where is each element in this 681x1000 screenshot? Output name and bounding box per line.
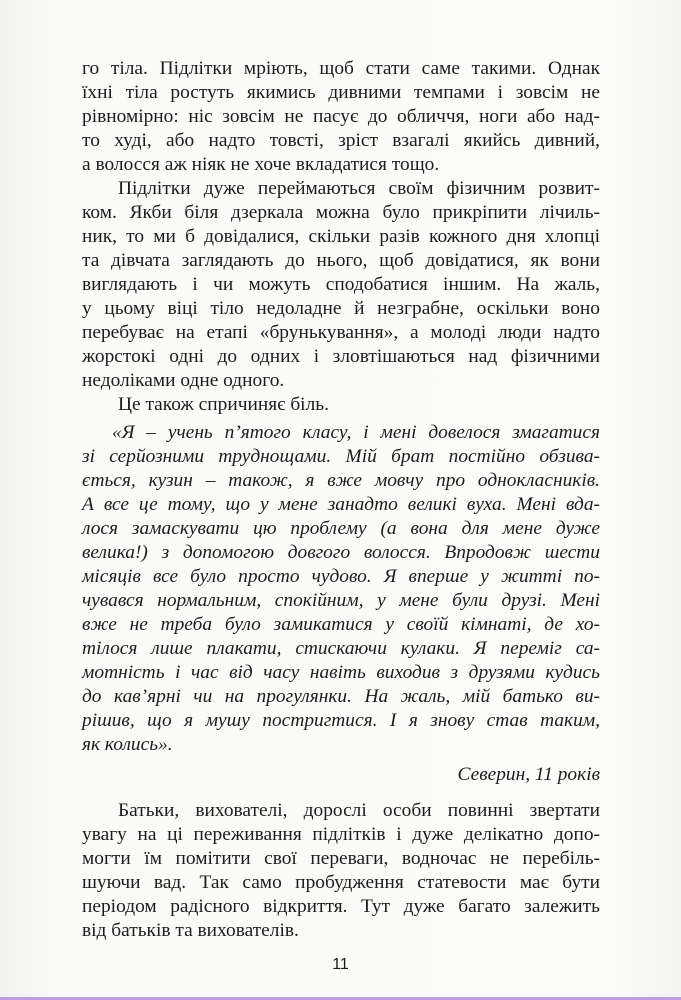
text-line: увагу на ці переживання підлітків і дуже делікатно допо- (82, 824, 600, 845)
text-line: Батьки, вихователі, дорослі особи повинні звертати (118, 800, 600, 821)
text-line: шуючи вад. Так само пробудження статевости має бути (82, 872, 600, 893)
text-line: Підлітки дуже переймаються своїм фізичним розвит- (118, 178, 600, 199)
quote-line: мотність і час від часу навіть виходив з друзями кудись (82, 662, 600, 683)
text-line: від батьків та вихователів. (82, 920, 299, 941)
text-line: могти їм помітити свої переваги, водночас не перебіль- (82, 848, 600, 869)
text-line: перебуває на етапі «брунькування», а молоді люди надто (82, 322, 600, 343)
text-line: у цьому віці тіло недоладне й незграбне, оскільки воно (82, 298, 600, 319)
text-line: періодом радісного відкриття. Тут дуже багато залежить (82, 896, 600, 917)
text-line: недоліками одне одного. (82, 370, 285, 391)
quote-attribution: Северин, 11 років (457, 764, 600, 785)
quote-line: вже не треба було замикатися у своїй кімнаті, де хо- (82, 614, 600, 635)
quote-line: місяців все було просто чудово. Я вперше у житті по- (82, 566, 600, 587)
quote-line: тілося лише плакати, стискаючи кулаки. Я переміг са- (82, 638, 600, 659)
text-line: їхні тіла ростуть якимись дивними темпами і зовсім не (82, 82, 600, 103)
text-line: Це також спричиняє біль. (118, 394, 329, 415)
quote-line: велика!) з допомогою довгого волосся. Впродовж шести (82, 542, 600, 563)
quote-line: як колись». (82, 734, 173, 755)
quote-line: «Я – учень п’ятого класу, і мені довелося змагатися (112, 422, 600, 443)
quote-line: рішив, що я мушу постригтися. І я знову став таким, (82, 710, 600, 731)
text-line: ник, то ми б довідалися, скільки разів кожного дня хлопці (82, 226, 600, 247)
quote-line: А все це тому, що у мене занадто великі вуха. Мені вда- (82, 494, 600, 515)
quote-line: лося замаскувати цю проблему (а вона для мене дуже (82, 518, 600, 539)
page-number: 11 (332, 956, 349, 973)
text-line: ком. Якби біля дзеркала можна було прикріпити лічиль- (82, 202, 600, 223)
quote-line: чувався нормальним, спокійним, у мене були друзі. Мені (82, 590, 600, 611)
text-line: то худі, або надто товсті, зріст взагалі якийсь дивний, (82, 130, 600, 151)
text-line: го тіла. Підлітки мріють, щоб стати саме такими. Однак (82, 58, 600, 79)
text-line: рівномірно: ніс зовсім не пасує до обличчя, ноги або над- (82, 106, 600, 127)
text-line: а волосся аж ніяк не хоче вкладатися тощо. (82, 154, 440, 175)
quote-line: зі серйозними труднощами. Мій брат постійно обзива- (82, 446, 600, 467)
text-line: виглядають і чи можуть сподобатися іншим. На жаль, (82, 274, 600, 295)
text-line: жорстокі одні до одних і зловтішаються над фізичними (82, 346, 600, 367)
quote-line: ється, кузин – також, я вже мовчу про однокласників. (82, 470, 600, 491)
quote-line: до кав’ярні чи на прогулянки. На жаль, мій батько ви- (82, 686, 600, 707)
text-line: та дівчата заглядають до нього, щоб довідатися, як вони (82, 250, 600, 271)
